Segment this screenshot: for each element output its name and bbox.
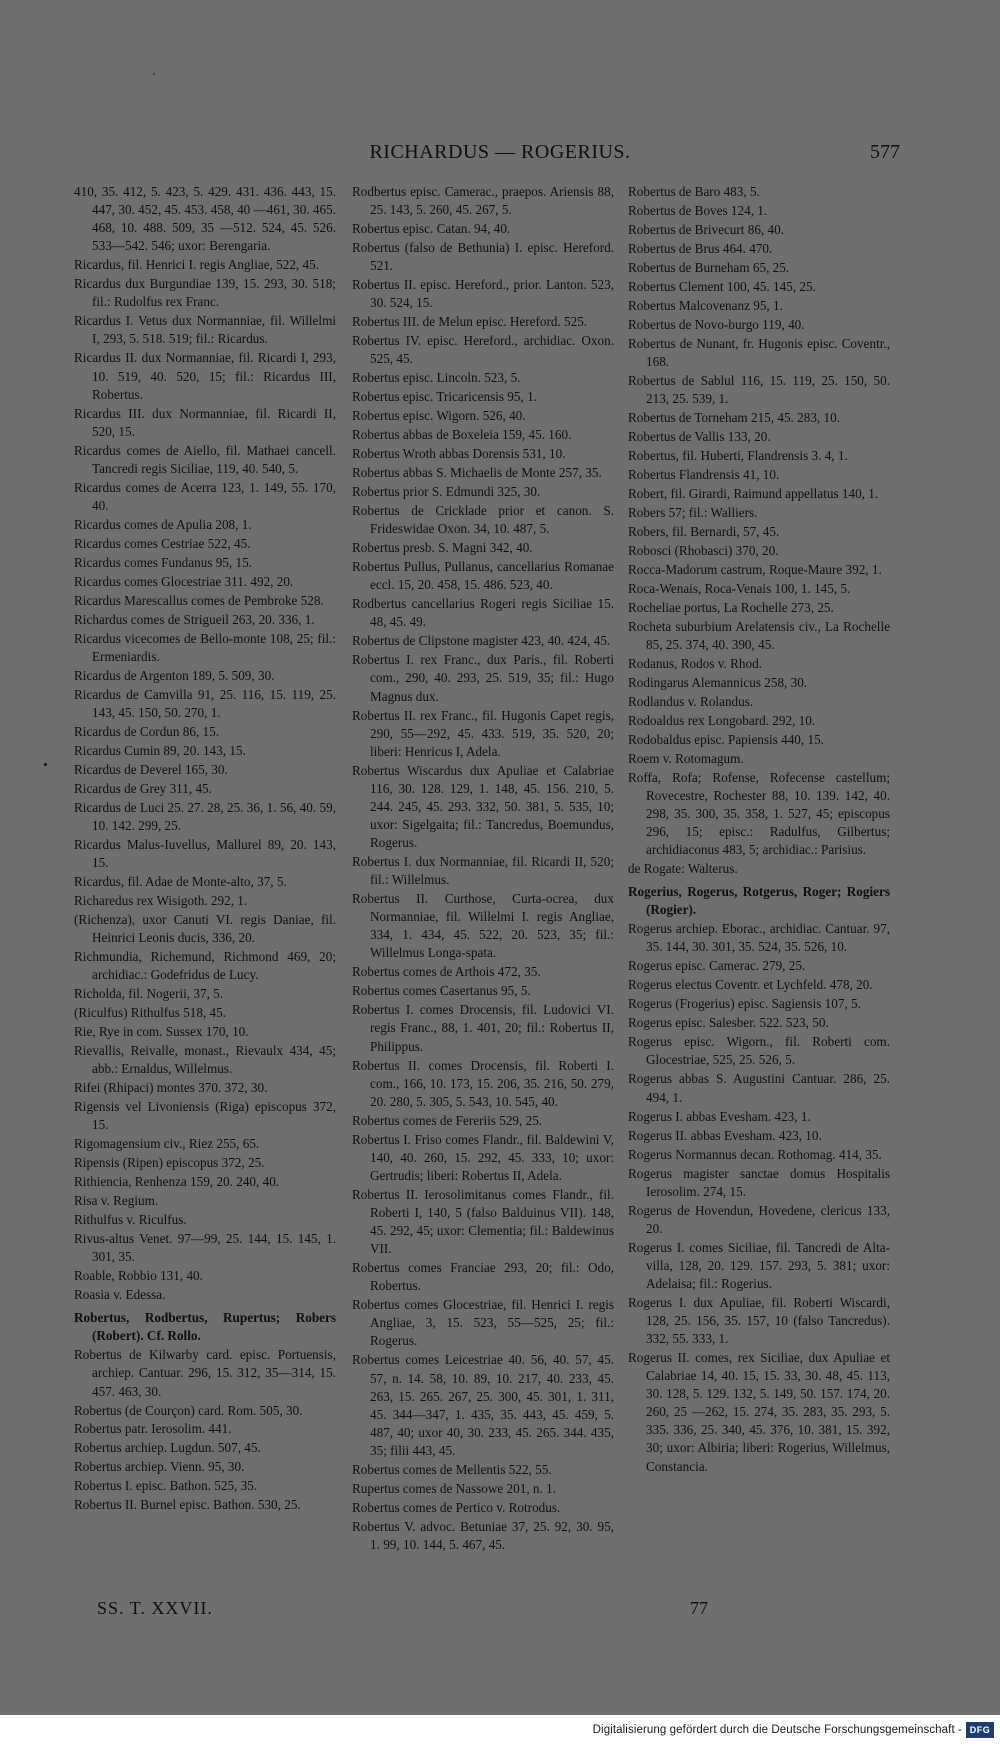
index-entry: Robertus de Boves 124, 1. — [628, 202, 768, 218]
index-entry: Robertus Flandrensis 41, 10. — [628, 466, 780, 482]
index-entry: Robertus I. comes Drocensis, fil. Ludovici VI. regis Franc., 88, 1. 401, 20; fil.: Robertus II, Philippus. — [352, 1002, 614, 1054]
index-entry: Robertus, fil. Huberti, Flandrensis 3. 4, 1. — [628, 448, 848, 463]
index-entry: Robertus de Kilwarby card. episc. Portuensis, archiep. Cantuar. 296, 15. 312, 35—314, 15. 457. 463, 30. — [74, 1347, 336, 1399]
index-entry: Ricardus de Camvilla 91, 25. 116, 15. 119, 25. 143, 45. 150, 50. 270, 1. — [74, 686, 336, 720]
scan-speck — [153, 73, 155, 75]
index-entry: Rodbertus cancellarius Rogeri regis Siciliae 15. 48, 45. 49. — [352, 596, 614, 630]
index-entry: Rogerus electus Coventr. et Lychfeld. 478, 20. — [628, 977, 873, 993]
index-section-heading: Rogerius, Rogerus, Rotgerus, Roger; Rogiers (Rogier). — [628, 884, 890, 918]
index-entry: Robertus patr. Ierosolim. 441. — [74, 1421, 232, 1437]
index-entry: Robertus episc. Catan. 94, 40. — [352, 221, 511, 237]
index-entry: Robertus Pullus, Pullanus, cancellarius Romanae eccl. 15, 20. 458, 15. 486. 523, 40. — [352, 559, 614, 593]
index-entry: Ricardus comes Fundanus 95, 15. — [74, 554, 253, 570]
index-entry: (Riculfus) Rithulfus 518, 45. — [74, 1005, 227, 1021]
running-header-title: RICHARDUS — ROGERIUS. — [369, 141, 631, 163]
index-entry: Robertus II. rex Franc., fil. Hugonis Capet regis, 290, 55—292, 45. 433. 519, 35. 520, 20; liberi: Henricus I, Adela. — [352, 707, 614, 759]
index-entry: Robertus comes de Pertico v. Rotrodus. — [352, 1499, 561, 1515]
index-entry: Rocheliae portus, La Rochelle 273, 25. — [628, 599, 834, 615]
index-entry: Ricardus de Luci 25. 27. 28, 25. 36, 1. 56, 40. 59, 10. 142. 299, 25. — [74, 799, 336, 833]
index-entry: Roca-Wenais, Roca-Venais 100, 1. 145, 5. — [628, 580, 851, 596]
index-entry: Robertus episc. Lincoln. 523, 5. — [352, 370, 521, 386]
index-entry: Roasia v. Edessa. — [74, 1287, 166, 1303]
index-entry: Richaredus rex Wisigoth. 292, 1. — [74, 892, 248, 908]
index-entry: Robertus II. Burnel episc. Bathon. 530, 25. — [74, 1497, 301, 1513]
index-entry: Ricardus de Grey 311, 45. — [74, 780, 212, 796]
index-entry: Richardus comes de Strigueil 263, 20. 336, 1. — [74, 611, 315, 627]
index-entry: Robertus de Brus 464. 470. — [628, 240, 773, 256]
index-column-2 — [352, 183, 614, 1555]
index-entry: Robertus (falso de Bethunia) I. episc. Hereford. 521. — [352, 240, 614, 274]
index-entry: Rogerus episc. Salesber. 522. 523, 50. — [628, 1015, 829, 1031]
index-entry: Ricardus, fil. Adae de Monte-alto, 37, 5. — [74, 873, 287, 889]
index-entry: Robertus I. episc. Bathon. 525, 35. — [74, 1478, 258, 1494]
index-entry: Ricardus II. dux Normanniae, fil. Ricardi I, 293, 10. 519, 40. 520, 15; fil.: Ricardus III, Robertus. — [74, 350, 336, 402]
index-entry: Ricardus III. dux Normanniae, fil. Ricardi II, 520, 15. — [74, 405, 336, 439]
digitization-credit: Digitalisierung gefördert durch die Deutsche Forschungsgemeinschaft - — [592, 1724, 962, 1736]
index-entry: Ricardus dux Burgundiae 139, 15. 293, 30. 518; fil.: Rudolfus rex Franc. — [74, 276, 336, 310]
index-entry: Robers 57; fil.: Walliers. — [628, 504, 758, 520]
index-entry: Robertus IV. episc. Hereford., archidiac. Oxon. 525, 45. — [352, 333, 614, 367]
index-entry: Robertus de Novo-burgo 119, 40. — [628, 316, 805, 332]
index-entry: Robertus de Clipstone magister 423, 40. 424, 45. — [352, 633, 611, 649]
index-entry: Robertus II. Curthose, Curta-ocrea, dux Normanniae, fil. Willelmi I. regis Angliae, 334, 1. 434, 45. 522, 20. 523, 35; fil.: Willelmus Longa-spata. — [352, 891, 614, 961]
index-entry: Robertus Wroth abbas Dorensis 531, 10. — [352, 446, 566, 462]
index-entry: Roable, Robbio 131, 40. — [74, 1268, 203, 1284]
index-entry: Risa v. Regium. — [74, 1193, 159, 1209]
index-entry: Ricardus vicecomes de Bello-monte 108, 25; fil.: Ermeniardis. — [74, 630, 336, 664]
index-entry: Ricardus comes Glocestriae 311. 492, 20. — [74, 573, 294, 589]
index-entry: Rie, Rye in com. Sussex 170, 10. — [74, 1024, 249, 1040]
sheet-number: 77 — [690, 1598, 708, 1618]
index-entry: Rodoaldus rex Longobard. 292, 10. — [628, 712, 816, 728]
index-entry: Robertus de Sablul 116, 15. 119, 25. 150, 50. 213, 25. 539, 1. — [628, 372, 890, 407]
index-entry: Rogerus magister sanctae domus Hospitalis Ierosolim. 274, 15. — [628, 1165, 890, 1199]
index-entry: Robertus de Baro 483, 5. — [628, 184, 760, 199]
index-entry: Robertus de Vallis 133, 20. — [628, 429, 771, 445]
index-entry: Robert, fil. Girardi, Raimund appellatus 140, 1. — [628, 485, 879, 501]
index-entry: Robertus de Cricklade prior et canon. S. Frideswidae Oxon. 34, 10. 487, 5. — [352, 503, 614, 537]
index-entry: Robertus presb. S. Magni 342, 40. — [352, 540, 533, 556]
index-entry: Rogerus I. comes Siciliae, fil. Tancredi de Alta-villa, 128, 20. 129. 157. 293, 5. 381; uxor: Adelaisa; fil.: Rogerius. — [628, 1239, 890, 1291]
index-entry: Ricardus Malus-Iuvellus, Mallurel 89, 20. 143, 15. — [74, 836, 336, 870]
index-entry: Rifei (Rhipaci) montes 370. 372, 30. — [74, 1080, 268, 1096]
index-entry: Robertus archiep. Lugdun. 507, 45. — [74, 1440, 261, 1456]
dfg-logo-icon: DFG — [966, 1722, 994, 1738]
index-entry: (Richenza), uxor Canuti VI. regis Daniae, fil. Heinrici Leonis ducis, 336, 20. — [74, 911, 336, 946]
index-entry: Ricardus I. Vetus dux Normanniae, fil. Willelmi I, 293, 5. 518. 519; fil.: Ricardus. — [74, 313, 336, 347]
index-entry: Roffa, Rofa; Rofense, Rofecense castellum; Rovecestre, Rochester 88, 10. 139. 142, 40. 298, 35. 300, 35. 358, 1. 527, 45; episcopus 296, 15; episc.: Radulfus, Gilbertus; archidiaconus 483, 5; archidiac.: Parisius. — [628, 769, 890, 858]
index-entry: Robertus II. comes Drocensis, fil. Roberti I. com., 166, 10. 173, 15. 206, 35. 216, 50. 279, 20. 280, 5. 305, 5. 543, 10. 545, 40. — [352, 1057, 614, 1109]
index-column-1 — [74, 183, 336, 1515]
index-entry: Rodanus, Rodos v. Rhod. — [628, 655, 762, 671]
index-entry: Rogerus Normannus decan. Rothomag. 414, 35. — [628, 1146, 882, 1162]
index-entry: Rogerus I. dux Apuliae, fil. Roberti Wiscardi, 128, 25. 156, 35. 157, 10 (falso Tancredus). 332, 55. 333, 1. — [628, 1294, 890, 1347]
index-entry: Ricardus Marescallus comes de Pembroke 528. — [74, 592, 324, 608]
index-entry: Ripensis (Ripen) episcopus 372, 25. — [74, 1155, 265, 1171]
index-entry: Robertus abbas de Boxeleia 159, 45. 160. — [352, 427, 572, 443]
index-entry: Rigensis vel Livoniensis (Riga) episcopus 372, 15. — [74, 1099, 336, 1133]
index-entry: Robertus I. rex Franc., dux Paris., fil. Roberti com., 290, 40. 293, 25. 519, 35; fil.: Hugo Magnus dux. — [352, 652, 614, 704]
index-entry: Richmundia, Richemund, Richmond 469, 20; archidiac.: Godefridus de Lucy. — [74, 949, 336, 983]
digitization-strip — [0, 1715, 1000, 1747]
margin-mark — [44, 763, 47, 766]
index-entry: Ricardus comes de Aiello, fil. Mathaei cancell. Tancredi regis Siciliae, 119, 40. 540, 5. — [74, 442, 336, 476]
index-entry: Richolda, fil. Nogerii, 37, 5. — [74, 986, 224, 1002]
index-entry: Rodbertus episc. Camerac., praepos. Ariensis 88, 25. 143, 5. 260, 45. 267, 5. — [352, 184, 614, 218]
index-entry: Robertus episc. Tricaricensis 95, 1. — [352, 389, 537, 405]
index-section-heading: Robertus, Rodbertus, Rupertus; Robers (Robert). Cf. Rollo. — [74, 1310, 336, 1344]
index-entry: Rogerus II. comes, rex Siciliae, dux Apuliae et Calabriae 14, 40. 15, 15. 33, 30. 48, 45. 113, 30. 128, 5. 129. 132, 5. 149, 50. 157. 174, 20. 260, 25 —262, 15. 274, 35. 283, 35. 293, 5. 335. 336, 25. 340, 45. 376, 10. 381, 15. 392, 30; uxor: Albiria; liberi: Rogerius, Willelmus, Constancia. — [628, 1350, 890, 1474]
index-entry: Robertus (de Courçon) card. Rom. 505, 30. — [74, 1402, 303, 1418]
index-entry: Ricardus comes de Apulia 208, 1. — [74, 516, 252, 532]
index-entry: Ricardus Cumin 89, 20. 143, 15. — [74, 742, 246, 758]
index-entry: Ricardus comes de Acerra 123, 1. 149, 55. 170, 40. — [74, 479, 336, 513]
index-entry: Rievallis, Reivalle, monast., Rievaulx 434, 45; abb.: Ernaldus, Willelmus. — [74, 1043, 336, 1077]
index-entry: Ricardus de Deverel 165, 30. — [74, 761, 228, 777]
index-entry: Ricardus de Cordun 86, 15. — [74, 723, 220, 739]
index-entry: Rigomagensium civ., Riez 255, 65. — [74, 1136, 260, 1152]
index-entry: Robertus comes Leicestriae 40. 56, 40. 57, 45. 57, n. 14. 58, 10. 89, 10. 217, 40. 233, 45. 263, 15. 265. 267, 25. 300, 45. 301, 1. 311, 45. 344—347, 1. 435, 35. 443, 45. 459, 5. 487, 40; uxor 40, 30. 233, 45. 265. 344. 435, 35; filii 443, 45. — [352, 1352, 614, 1458]
index-entry: Robertus de Nunant, fr. Hugonis episc. Coventr., 168. — [628, 335, 890, 369]
index-entry: Robertus comes Franciae 293, 20; fil.: Odo, Robertus. — [352, 1260, 614, 1294]
index-entry: Robers, fil. Bernardi, 57, 45. — [628, 523, 780, 539]
index-entry: Ricardus, fil. Henrici I. regis Angliae, 522, 45. — [74, 257, 320, 273]
index-entry: Robertus Clement 100, 45. 145, 25. — [628, 278, 816, 294]
index-entry: Ricardus comes Cestriae 522, 45. — [74, 535, 251, 551]
index-entry: Ricardus de Argenton 189, 5. 509, 30. — [74, 667, 275, 683]
index-entry: Rupertus comes de Nassowe 201, n. 1. — [352, 1480, 557, 1496]
index-entry: Robertus abbas S. Michaelis de Monte 257, 35. — [352, 465, 602, 481]
sheet-signature: SS. T. XXVII. — [97, 1598, 213, 1618]
index-entry: Robertus archiep. Vienn. 95, 30. — [74, 1459, 245, 1475]
index-entry: Robertus II. Ierosolimitanus comes Flandr., fil. Roberti I, 140, 5 (falso Balduinus VII). 148, 45. 292, 45; uxor: Clementia; fil.: Baldewinus VII. — [352, 1186, 614, 1257]
index-entry: Robertus comes Casertanus 95, 5. — [352, 983, 531, 999]
index-entry: Rogerus (Frogerius) episc. Sagiensis 107, 5. — [628, 996, 861, 1012]
index-entry: Rivus-altus Venet. 97—99, 25. 144, 15. 145, 1. 301, 35. — [74, 1231, 336, 1265]
index-entry: de Rogate: Walterus. — [628, 861, 738, 877]
index-entry: Rodingarus Alemannicus 258, 30. — [628, 674, 808, 690]
index-entry: Robertus comes de Mellentis 522, 55. — [352, 1461, 552, 1477]
index-entry: Rogerus abbas S. Augustini Cantuar. 286, 25. 494, 1. — [628, 1071, 890, 1105]
index-entry: Robertus prior S. Edmundi 325, 30. — [352, 484, 541, 500]
index-entry: Rodlandus v. Rolandus. — [628, 693, 754, 709]
index-entry: 410, 35. 412, 5. 423, 5. 429. 431. 436. 443, 15. 447, 30. 452, 45. 453. 458, 40 —461, 30. 465. 468, 10. 488. 509, 35 —512. 524, 45. 526. 533—542. 546; uxor: Berengaria. — [74, 184, 336, 254]
index-entry: Rocca-Madorum castrum, Roque-Maure 392, 1. — [628, 561, 882, 577]
index-entry: Rogerus I. abbas Evesham. 423, 1. — [628, 1108, 811, 1124]
index-entry: Rocheta suburbium Arelatensis civ., La Rochelle 85, 25. 374, 40. 390, 45. — [628, 618, 890, 652]
index-entry: Robertus de Burneham 65, 25. — [628, 259, 790, 275]
index-entry: Robertus episc. Wigorn. 526, 40. — [352, 408, 526, 424]
index-column-3 — [628, 183, 890, 1477]
index-entry: Rodobaldus episc. Papiensis 440, 15. — [628, 731, 824, 747]
index-entry: Rogerus de Hovendun, Hovedene, clericus 133, 20. — [628, 1202, 890, 1236]
index-entry: Rithulfus v. Riculfus. — [74, 1212, 187, 1228]
index-entry: Robertus Wiscardus dux Apuliae et Calabriae 116, 30. 128. 129, 1. 148, 45. 156. 210, 5. 244. 245, 45. 293. 332, 50. 381, 5. 535, 10; uxor: Sigelgaita; fil.: Tancredus, Boemundus, Rogerus. — [352, 762, 614, 851]
index-entry: Robosci (Rhobasci) 370, 20. — [628, 542, 779, 558]
index-entry: Rogerus episc. Wigorn., fil. Roberti com. Glocestriae, 525, 25. 526, 5. — [628, 1034, 890, 1068]
index-entry: Robertus de Brivecurt 86, 40. — [628, 221, 785, 237]
index-entry: Rogerus archiep. Eborac., archidiac. Cantuar. 97, 35. 144, 30. 301, 35. 524, 35. 526, 10. — [628, 921, 890, 955]
index-entry: Robertus comes de Fereriis 529, 25. — [352, 1112, 543, 1128]
index-entry: Rogerus II. abbas Evesham. 423, 10. — [628, 1127, 822, 1143]
index-entry: Robertus I. Friso comes Flandr., fil. Baldewini V, 140, 40. 260, 15. 292, 45. 333, 10; uxor: Gertrudis; liberi: Robertus II, Adela. — [352, 1131, 614, 1183]
index-entry: Robertus Malcovenanz 95, 1. — [628, 297, 783, 313]
index-entry: Robertus de Torneham 215, 45. 283, 10. — [628, 410, 841, 426]
page-number: 577 — [870, 141, 900, 163]
index-entry: Robertus comes de Arthois 472, 35. — [352, 964, 541, 980]
index-entry: Rithiencia, Renhenza 159, 20. 240, 40. — [74, 1174, 280, 1190]
index-entry: Robertus comes Glocestriae, fil. Henrici I. regis Angliae, 3, 15. 523, 55—525, 25; fil.: Rogerus. — [352, 1297, 614, 1349]
index-entry: Roem v. Rotomagum. — [628, 750, 744, 766]
index-entry: Rogerus episc. Camerac. 279, 25. — [628, 958, 806, 974]
index-entry: Robertus V. advoc. Betuniae 37, 25. 92, 30. 95, 1. 99, 10. 144, 5. 467, 45. — [352, 1518, 614, 1552]
index-entry: Robertus II. episc. Hereford., prior. Lanton. 523, 30. 524, 15. — [352, 277, 614, 311]
index-entry: Robertus III. de Melun episc. Hereford. 525. — [352, 314, 588, 330]
index-entry: Robertus I. dux Normanniae, fil. Ricardi II, 520; fil.: Willelmus. — [352, 854, 614, 888]
